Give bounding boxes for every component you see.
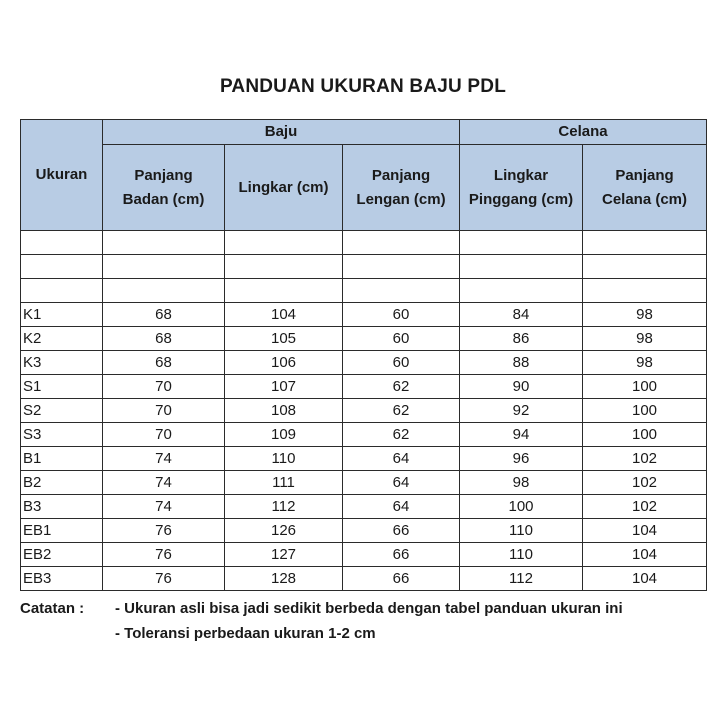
sleeve-length-cell: 62 [343,399,460,423]
pants-length-cell: 98 [583,327,707,351]
body-length-cell: 74 [103,471,225,495]
size-code-cell: B1 [21,447,103,471]
note-item: - Toleransi perbedaan ukuran 1-2 cm [115,625,376,642]
body-length-header-line1: Panjang [134,166,193,184]
sleeve-length-cell: 66 [343,543,460,567]
sleeve-length-cell: 66 [343,519,460,543]
waist-header [460,145,583,231]
table-row [21,447,707,471]
chest-width-cell: 111 [225,471,343,495]
waist-cell: 86 [460,327,583,351]
body-length-header [103,145,225,231]
size-code-cell: K3 [21,351,103,375]
sleeve-length-cell: 60 [343,303,460,327]
pants-length-cell: 100 [583,399,707,423]
pants-length-cell: 98 [583,303,707,327]
body-length-cell [103,279,225,303]
waist-cell: 94 [460,423,583,447]
pants-length-cell: 102 [583,495,707,519]
body-length-cell: 74 [103,447,225,471]
sleeve-length-cell: 62 [343,423,460,447]
size-code-cell: K2 [21,327,103,351]
waist-cell: 112 [460,567,583,591]
pants-length-cell: 104 [583,519,707,543]
notes-section [20,596,623,646]
pants-group-header: Celana [460,120,707,145]
body-length-cell: 70 [103,399,225,423]
table-row [21,495,707,519]
note-item: - Ukuran asli bisa jadi sedikit berbeda dengan tabel panduan ukuran ini [115,600,623,617]
size-code-cell [21,231,103,255]
body-length-cell: 70 [103,423,225,447]
waist-cell [460,279,583,303]
table-row [21,375,707,399]
table-row [21,255,707,279]
chest-width-cell: 109 [225,423,343,447]
waist-cell: 98 [460,471,583,495]
body-length-cell: 68 [103,351,225,375]
chest-width-cell: 108 [225,399,343,423]
body-length-cell [103,231,225,255]
sleeve-length-cell: 60 [343,327,460,351]
table-row [21,279,707,303]
size-column-header: Ukuran [21,120,103,231]
sleeve-length-cell: 64 [343,471,460,495]
size-code-cell: B2 [21,471,103,495]
waist-header-line1: Lingkar [493,166,549,184]
sleeve-length-cell: 62 [343,375,460,399]
size-code-cell: S3 [21,423,103,447]
waist-cell [460,255,583,279]
sleeve-length-header-line1: Panjang [371,166,431,184]
sleeve-length-header [343,145,460,231]
table-row [21,567,707,591]
table-header [21,120,707,231]
pants-length-cell [583,255,707,279]
chest-width-cell [225,279,343,303]
table-body [21,231,707,591]
size-code-cell: B3 [21,495,103,519]
size-code-cell: EB2 [21,543,103,567]
body-length-cell: 76 [103,567,225,591]
note-line-2 [20,621,623,646]
size-code-cell: EB3 [21,567,103,591]
chest-width-cell: 126 [225,519,343,543]
pants-length-cell: 98 [583,351,707,375]
header-column-row [21,145,707,231]
size-code-cell: K1 [21,303,103,327]
chest-width-cell: 127 [225,543,343,567]
pants-length-header [583,145,707,231]
body-length-cell [103,255,225,279]
waist-cell [460,231,583,255]
chest-width-cell: 107 [225,375,343,399]
table-row [21,303,707,327]
size-code-cell: S1 [21,375,103,399]
pants-length-cell: 100 [583,423,707,447]
sleeve-length-cell [343,255,460,279]
page-title: PANDUAN UKURAN BAJU PDL [219,76,507,97]
chest-width-cell [225,255,343,279]
pants-length-header-line1: Panjang [615,166,674,184]
chest-width-cell: 104 [225,303,343,327]
table-row [21,543,707,567]
sleeve-length-cell: 66 [343,567,460,591]
chest-width-cell: 110 [225,447,343,471]
pants-length-cell: 100 [583,375,707,399]
chest-width-cell: 106 [225,351,343,375]
sleeve-length-cell [343,279,460,303]
waist-cell: 90 [460,375,583,399]
size-chart-table [20,119,707,591]
body-length-cell: 76 [103,543,225,567]
table-row [21,423,707,447]
pants-length-cell [583,231,707,255]
body-length-cell: 68 [103,303,225,327]
pants-length-cell: 102 [583,471,707,495]
pants-length-cell [583,279,707,303]
sleeve-length-cell: 60 [343,351,460,375]
shirt-group-header: Baju [103,120,460,145]
chest-width-header-line1: Lingkar (cm) [238,178,329,196]
chest-width-header [225,145,343,231]
body-length-cell: 70 [103,375,225,399]
waist-cell: 84 [460,303,583,327]
table-row [21,519,707,543]
waist-cell: 110 [460,519,583,543]
body-length-cell: 76 [103,519,225,543]
body-length-header-line2: Badan (cm) [122,190,205,208]
body-length-cell: 74 [103,495,225,519]
sleeve-length-cell [343,231,460,255]
note-line-1 [20,596,623,621]
waist-header-line2: Pinggang (cm) [468,190,574,208]
waist-cell: 100 [460,495,583,519]
size-code-cell: EB1 [21,519,103,543]
header-group-row [21,120,707,145]
chest-width-cell: 128 [225,567,343,591]
body-length-cell: 68 [103,327,225,351]
waist-cell: 96 [460,447,583,471]
table-row [21,327,707,351]
size-code-cell [21,279,103,303]
chest-width-cell: 105 [225,327,343,351]
chest-width-cell: 112 [225,495,343,519]
pants-length-header-line2: Celana (cm) [601,190,688,208]
sleeve-length-cell: 64 [343,495,460,519]
table-row [21,231,707,255]
table-row [21,471,707,495]
pants-length-cell: 102 [583,447,707,471]
sleeve-length-cell: 64 [343,447,460,471]
size-code-cell: S2 [21,399,103,423]
waist-cell: 88 [460,351,583,375]
chest-width-cell [225,231,343,255]
table-row [21,351,707,375]
size-code-cell [21,255,103,279]
pants-length-cell: 104 [583,567,707,591]
sleeve-length-header-line2: Lengan (cm) [356,190,446,208]
pants-length-cell: 104 [583,543,707,567]
waist-cell: 92 [460,399,583,423]
notes-label: Catatan : [20,600,85,617]
table-row [21,399,707,423]
waist-cell: 110 [460,543,583,567]
